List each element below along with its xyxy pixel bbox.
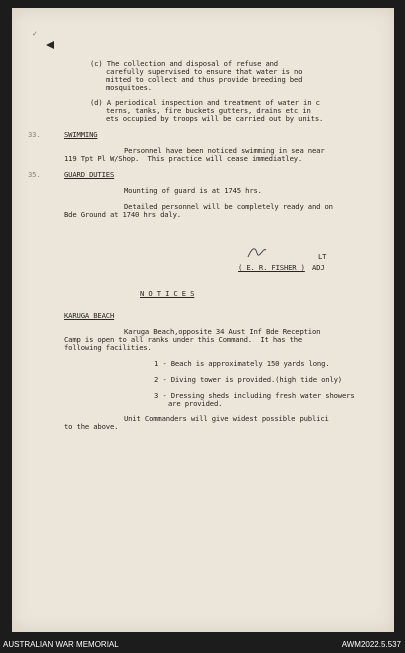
item-d-line: terns, tanks, fire buckets gutters, drains etc in bbox=[106, 106, 311, 115]
signature-rank: LT bbox=[318, 252, 327, 261]
beach-text: Camp is open to all ranks under this Command. It has the bbox=[64, 335, 303, 344]
facility-item: 3 - Dressing sheds including fresh water showers bbox=[154, 391, 355, 400]
guard-duties-heading: GUARD DUTIES bbox=[64, 170, 115, 179]
handwritten-signature bbox=[246, 244, 268, 260]
publicity-text: to the above. bbox=[64, 422, 119, 431]
item-d-line: ets occupied by troops will be carried out by units. bbox=[106, 114, 324, 123]
swimming-heading: SWIMMING bbox=[64, 130, 98, 139]
swimming-text: 119 Tpt Pl W/Shop. This practice will cease immediatley. bbox=[64, 154, 303, 163]
guard-text: Bde Ground at 1740 hrs daly. bbox=[64, 210, 181, 219]
karuga-beach-heading: KARUGA BEACH bbox=[64, 311, 115, 320]
facility-item: 2 - Diving tower is provided.(high tide only) bbox=[154, 375, 342, 384]
facility-item: are provided. bbox=[168, 399, 223, 408]
signature-name: ( E. R. FISHER ) bbox=[238, 263, 305, 272]
guard-text: Detailed personnel will be completely ready and on bbox=[124, 202, 333, 211]
facility-item: 1 - Beach is approximately 150 yards long. bbox=[154, 359, 330, 368]
archive-credit: AUSTRALIAN WAR MEMORIAL bbox=[3, 640, 119, 649]
item-c-line: mosquitoes. bbox=[106, 83, 152, 92]
beach-text: Karuga Beach,opposite 34 Aust Inf Bde Reception bbox=[124, 327, 321, 336]
archive-id: AWM2022.5.537 bbox=[341, 640, 401, 649]
notices-heading: N O T I C E S bbox=[140, 289, 195, 298]
section-number: 35. bbox=[28, 170, 41, 179]
item-c-line: mitted to collect and thus provide breeding bed bbox=[106, 75, 303, 84]
item-c-line: carefully supervised to ensure that water is no bbox=[106, 67, 303, 76]
signature-title: ADJ bbox=[312, 263, 325, 272]
publicity-text: Unit Commanders will give widest possible publici bbox=[124, 414, 329, 423]
arrow-marker-icon bbox=[46, 41, 54, 49]
swimming-text: Personnel have been noticed swimming in sea near bbox=[124, 146, 325, 155]
item-c-line: (c) The collection and disposal of refuse and bbox=[90, 59, 278, 68]
beach-text: following facilities. bbox=[64, 343, 152, 352]
pencil-mark: ✓ bbox=[32, 30, 38, 38]
section-number: 33. bbox=[28, 130, 41, 139]
item-d-line: (d) A periodical inspection and treatment of water in c bbox=[90, 98, 320, 107]
guard-text: Mounting of guard is at 1745 hrs. bbox=[124, 186, 262, 195]
